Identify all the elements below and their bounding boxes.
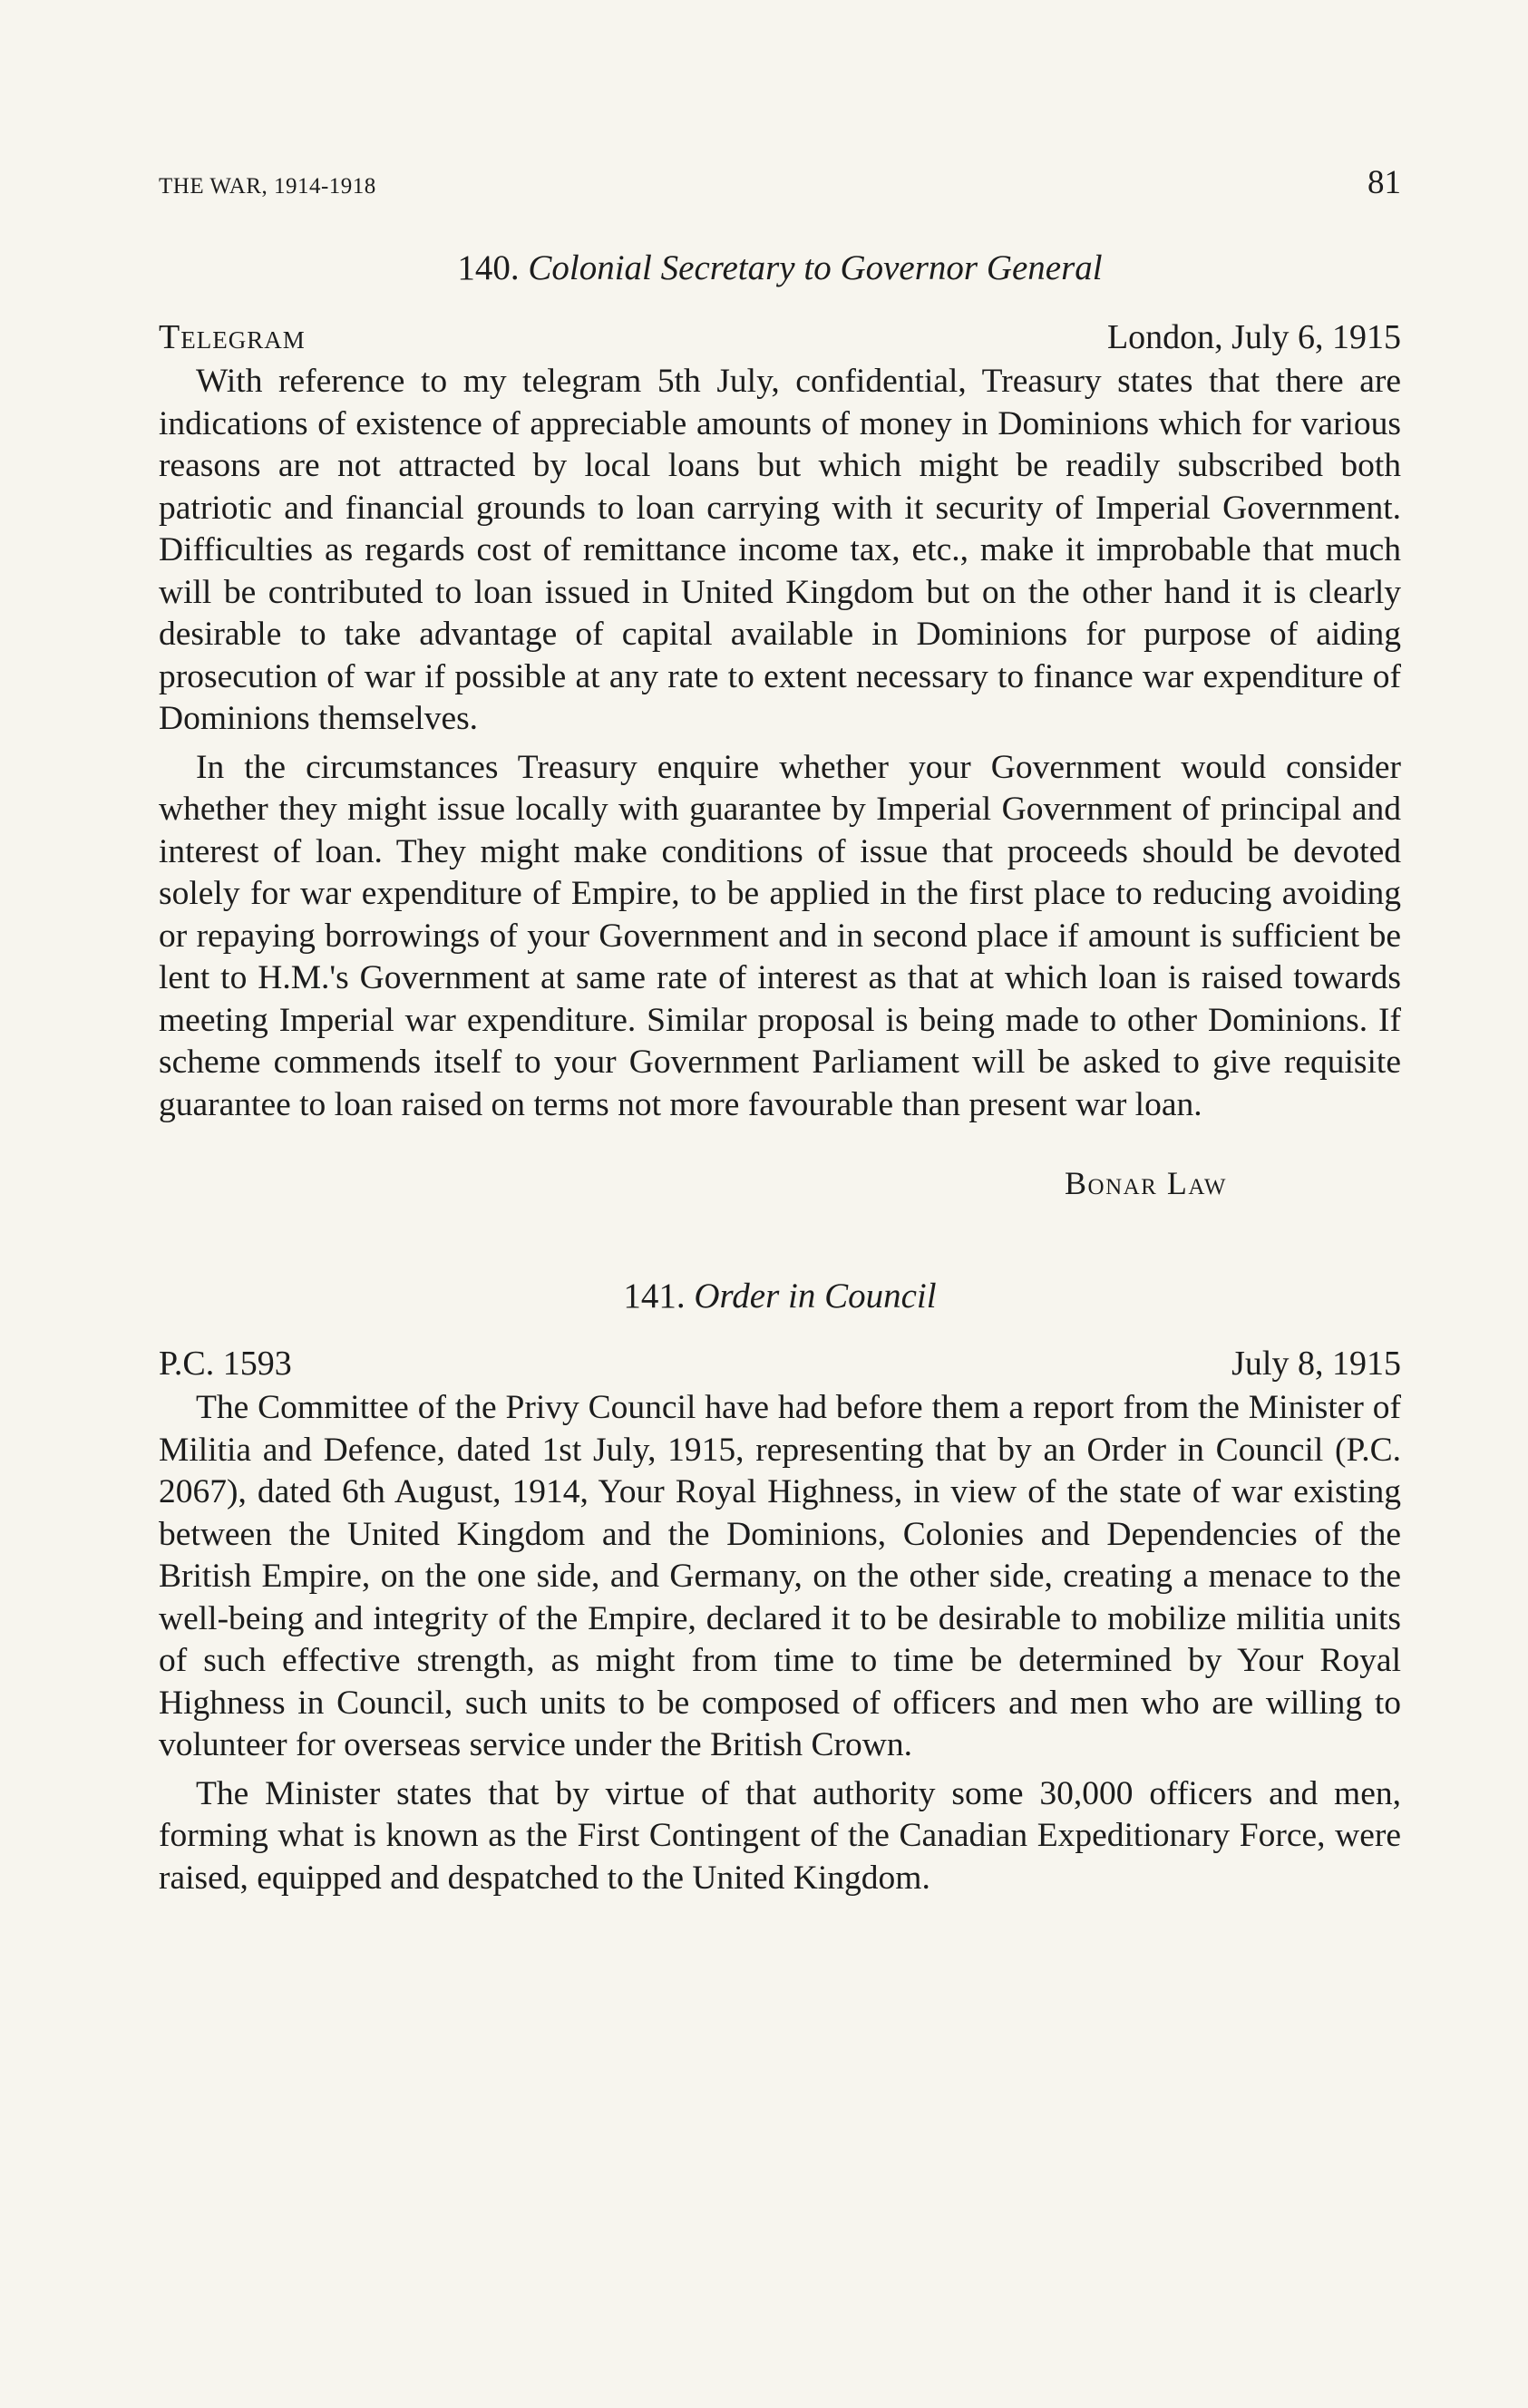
document-140-title: Colonial Secretary to Governor General — [528, 248, 1103, 287]
running-title: THE WAR, 1914-1918 — [159, 174, 376, 199]
document-141-body — [159, 1387, 1401, 1899]
document-140-paragraph-1: With reference to my telegram 5th July, confidential, Treasury states that there are indications of existence of appreciable amounts of money in Dominions which for various reasons are not attracted by local loans but which might be readily subscribed both patriotic and financial grounds to loan carrying with it security of Imperial Government. Difficulties as regards cost of remittance income tax, etc., make it improbable that much will be contributed to loan issued in United Kingdom but on the other hand it is clearly desirable to take advantage of capital available in Dominions for purpose of aiding prosecution of war if possible at any rate to extent necessary to finance war expenditure of Dominions themselves. — [159, 363, 1401, 737]
document-141-reference: P.C. 1593 — [159, 1345, 292, 1383]
document-141-title: Order in Council — [694, 1277, 937, 1316]
document-140-type: Telegram — [159, 318, 306, 356]
document-140-paragraph-2: In the circumstances Treasury enquire whether your Government would consider whether they might issue locally with guarantee by Imperial Government of principal and interest of loan. They might make conditions of issue that proceeds should be devoted solely for war expenditure of Empire, to be applied in the first place to reducing avoiding or repaying borrowings of your Government and in second place if amount is sufficient be lent to H.M.'s Government at same rate of interest as that at which loan is raised towards meeting Imperial war expenditure. Similar proposal is being made to other Dominions. If scheme commends itself to your Government Parliament will be asked to give requisite guarantee to loan raised on terms not more favourable than present war loan. — [159, 748, 1401, 1123]
document-141-meta — [159, 1340, 1401, 1387]
document-141-heading — [159, 1273, 1401, 1320]
document-140-place-date: London, July 6, 1915 — [1106, 318, 1401, 356]
document-page — [159, 163, 1401, 1899]
document-140-heading — [159, 245, 1401, 292]
document-141-number: 141. — [623, 1277, 686, 1316]
document-140-number: 140. — [457, 248, 520, 287]
document-140-body — [159, 361, 1401, 1126]
document-140-signature: Bonar Law — [1065, 1165, 1227, 1201]
page-number: 81 — [1367, 164, 1401, 201]
document-141-date: July 8, 1915 — [1231, 1345, 1401, 1383]
document-141-paragraph-2: The Minister states that by virtue of that authority some 30,000 officers and men, forming what is known as the First Contingent of the Canadian Expeditionary Force, were raised, equipped and despatched to the United Kingdom. — [159, 1774, 1401, 1897]
running-head — [159, 163, 1401, 218]
document-141-paragraph-1: The Committee of the Privy Council have had before them a report from the Minister of Militia and Defence, dated 1st July, 1915, representing that by an Order in Council (P.C. 2067), dated 6th August, 1914, Your Royal Highness, in view of the state of war existing between the United Kingdom and the Dominions, Colonies and Dependencies of the British Empire, on the one side, and Germany, on the other side, creating a menace to the well-being and integrity of the Empire, declared it to be desirable to mobilize militia units of such effective strength, as might from time to time be determined by Your Royal Highness in Council, such units to be composed of officers and men who are willing to volunteer for overseas service under the British Crown. — [159, 1389, 1401, 1763]
document-140-meta — [159, 314, 1401, 361]
